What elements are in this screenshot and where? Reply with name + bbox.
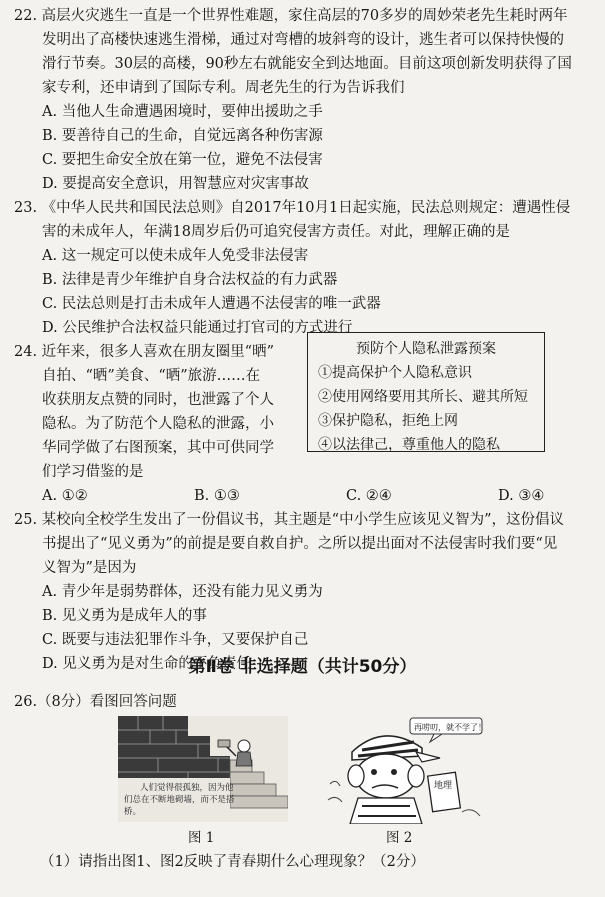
q24-stem-line: 华同学做了右图预案，其中可供同学 — [42, 440, 274, 456]
question-26-head — [14, 690, 594, 714]
figure-1-caption-line: 人们觉得很孤独，因为他 — [140, 783, 234, 793]
figure-2-label: 图 2 — [386, 830, 413, 846]
q22-option-c: C. 要把生命安全放在第一位，避免不法侵害 — [42, 152, 323, 168]
q22-option-b: B. 要善待自己的生命，自觉远离各种伤害源 — [42, 128, 323, 144]
q25-option-d: D. 见义勇为是对生命的不负责任 — [42, 656, 251, 672]
figure-1-caption-line: 桥。 — [124, 807, 142, 817]
question-25 — [14, 508, 594, 676]
q24-stem-line: 们学习借鉴的是 — [42, 464, 144, 480]
q26-sub-1-text: （1）请指出图1、图2反映了青春期什么心理现象？（2分） — [40, 854, 425, 870]
privacy-plan-item: ②使用网络要用其所长、避其所短 — [318, 389, 528, 405]
q24-option-a: A. ①② — [42, 488, 88, 504]
q25-stem-line: 25. 某校向全校学生发出了一份倡议书，其主题是“中小学生应该见义智为”，这份倡议 — [14, 512, 564, 528]
question-23 — [14, 196, 594, 340]
q22-stem-line: 发明出了高楼快速逃生滑梯，通过对弯槽的坡斜弯的设计，逃生者可以保持快慢的 — [42, 32, 564, 48]
question-22 — [14, 4, 594, 196]
privacy-plan-box — [307, 332, 545, 452]
q22-option-d: D. 要提高安全意识，用智慧应对灾害事故 — [42, 176, 309, 192]
q24-option-c: C. ②④ — [346, 488, 392, 504]
question-24 — [14, 340, 304, 484]
q23-stem-line: 23. 《中华人民共和国民法总则》自2017年10月1日起实施，民法总则规定：遭遇性侵 — [14, 200, 571, 216]
q26-sub-1 — [40, 850, 605, 874]
figure-1-caption-line: 们总在不断地砌墙，而不是搭 — [124, 795, 235, 805]
figure-1-label: 图 1 — [188, 830, 215, 846]
q23-stem-line: 害的未成年人，年满18周岁后仍可追究侵害方责任。对此，理解正确的是 — [42, 224, 510, 240]
q24-option-d: D. ③④ — [498, 488, 545, 504]
q22-stem-line: 22. 高层火灾逃生一直是一个世界性难题，家住高层的70多岁的周妙荣老先生耗时两年 — [14, 8, 568, 24]
privacy-plan-item: ④以法律己，尊重他人的隐私 — [318, 437, 500, 453]
q24-stem-line: 自拍、“晒”美食、“晒”旅游……在 — [42, 368, 261, 384]
figure-2-book-label: 地理 — [434, 781, 453, 791]
q25-option-a: A. 青少年是弱势群体，还没有能力见义勇为 — [42, 584, 323, 600]
q25-stem-line: 书提出了“见义勇为”的前提是要自救自护。之所以提出面对不法侵害时我们要“见 — [42, 536, 558, 552]
q23-option-d: D. 公民维护合法权益只能通过打官司的方式进行 — [42, 320, 353, 336]
q23-option-b: B. 法律是青少年维护自身合法权益的有力武器 — [42, 272, 338, 288]
q25-stem-line: 义智为”是因为 — [42, 560, 137, 576]
q24-stem-line: 收获朋友点赞的同时，也泄露了个人 — [42, 392, 274, 408]
q24-stem-line: 24. 近年来，很多人喜欢在朋友圈里“晒” — [14, 344, 274, 360]
q22-stem-line: 家专利，还申请到了国际专利。周老先生的行为告诉我们 — [42, 80, 405, 96]
q26-stem: 26.（8分）看图回答问题 — [14, 694, 177, 710]
q22-stem-line: 滑行节奏。30层的高楼，90秒左右就能安全到达地面。目前这项创新发明获得了国 — [42, 56, 572, 72]
q25-option-c: C. 既要与违法犯罪作斗争，又要保护自己 — [42, 632, 309, 648]
q23-option-a: A. 这一规定可以使未成年人免受非法侵害 — [42, 248, 309, 264]
privacy-plan-item: ③保护隐私，拒绝上网 — [318, 413, 458, 429]
section-title: 第Ⅱ卷 非选择题（共计50分） — [188, 657, 417, 677]
figure-2-bubble-text: 再唠叨，就不学了！ — [414, 723, 486, 732]
privacy-plan-item: ①提高保护个人隐私意识 — [318, 365, 472, 381]
q25-option-b: B. 见义勇为是成年人的事 — [42, 608, 207, 624]
q23-option-c: C. 民法总则是打击未成年人遭遇不法侵害的唯一武器 — [42, 296, 381, 312]
q24-stem-line: 隐私。为了防范个人隐私的泄露，小 — [42, 416, 274, 432]
q24-option-b: B. ①③ — [194, 488, 240, 504]
figure-2-boy-cartoon — [322, 712, 494, 824]
figure-1-wall-cartoon — [118, 716, 288, 822]
privacy-plan-title: 预防个人隐私泄露预案 — [356, 341, 496, 357]
q24-options — [14, 484, 594, 508]
q22-option-a: A. 当他人生命遭遇困境时，要伸出援助之手 — [42, 104, 323, 120]
